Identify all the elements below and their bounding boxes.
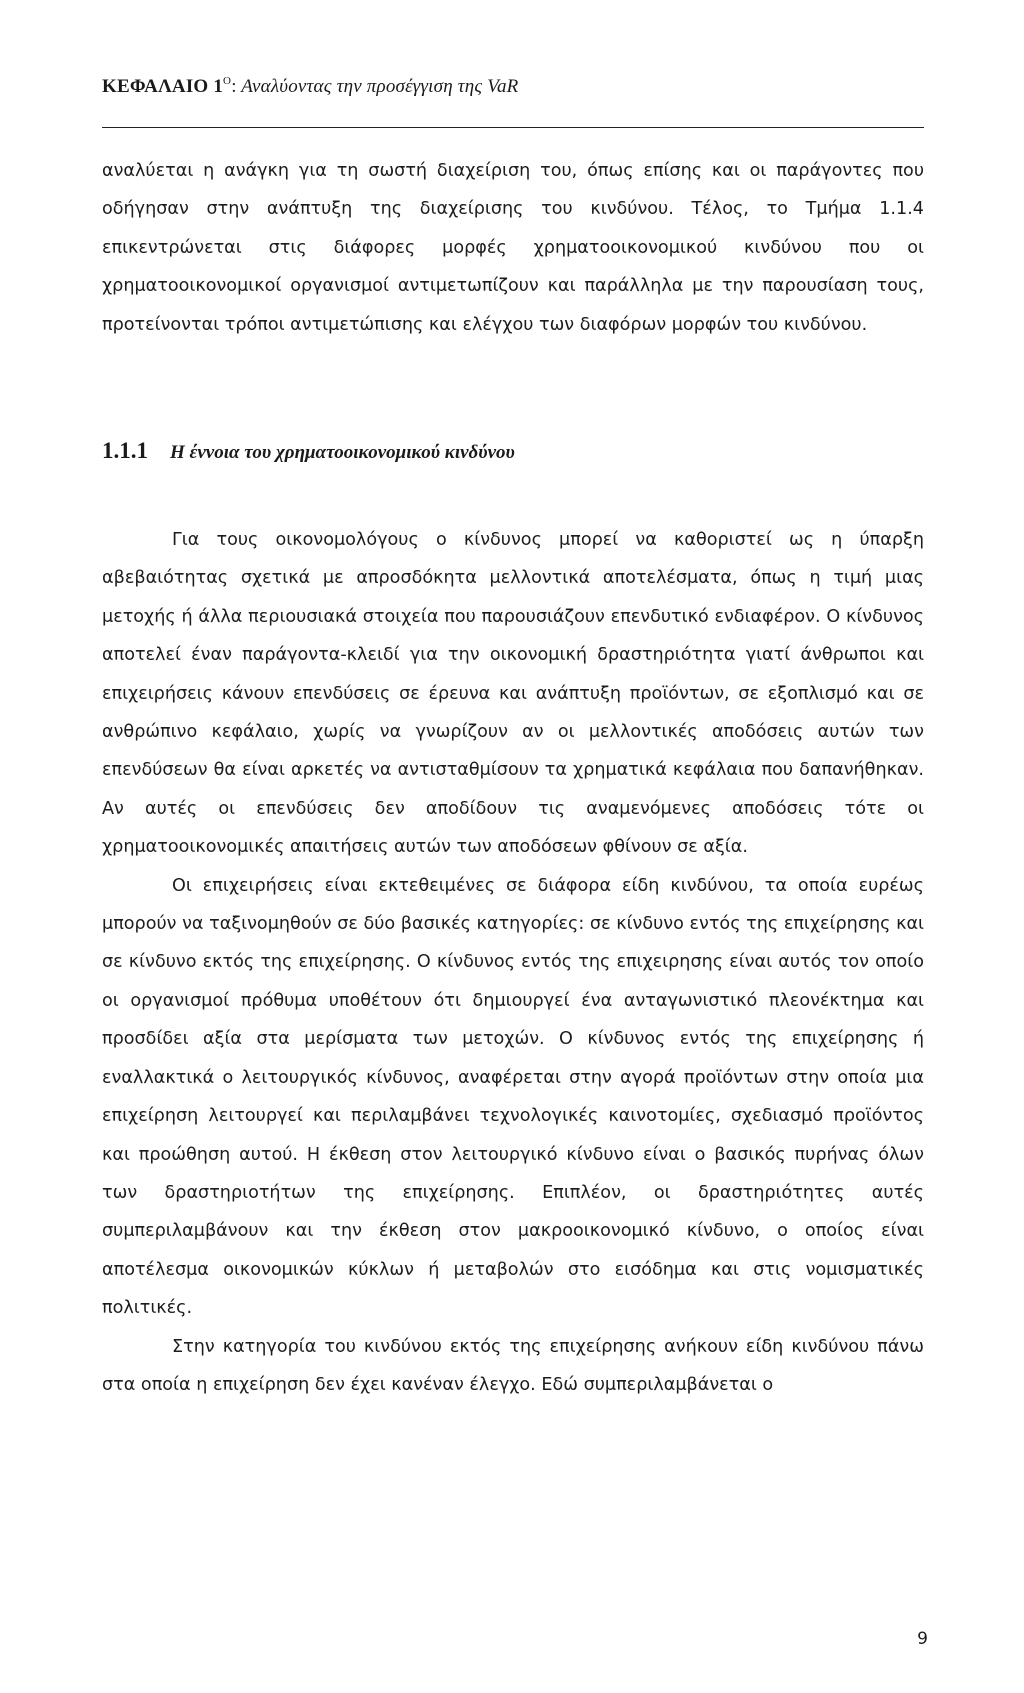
chapter-superscript: Ο — [223, 75, 232, 87]
chapter-colon: : — [231, 76, 237, 97]
chapter-label: ΚΕΦΑΛΑΙΟ 1 — [102, 76, 224, 97]
intro-paragraph: αναλύεται η ανάγκη για τη σωστή διαχείριση του, όπως επίσης και οι παράγοντες που οδήγησαν στην ανάπτυξη της διαχείρισης του κινδύνου. Τέλος, το Τμήμα 1.1.4 επικεντρώνεται στις διάφορες μορφές χρηματοοικονομικού κινδύνου που οι χρηματοοικονομικοί οργανισμοί αντιμετωπίζουν και παράλληλα με την παρουσίαση τους, προτείνονται τρόποι αντιμετώπισης και ελέγχου των διαφόρων μορφών του κινδύνου. — [102, 161, 924, 335]
body-paragraph-3: Στην κατηγορία του κινδύνου εκτός της επιχείρησης ανήκουν είδη κινδύνου πάνω στα οποία η επιχείρηση δεν έχει κανέναν έλεγχο. Εδώ συμπεριλαμβάνεται ο — [102, 1336, 924, 1395]
section-title: Η έννοια του χρηματοοικονομικού κινδύνου — [170, 442, 515, 463]
section-heading — [102, 438, 515, 464]
page-number: 9 — [917, 1629, 928, 1649]
header-divider — [102, 127, 924, 128]
running-header — [102, 75, 518, 98]
intro-text-block — [102, 152, 924, 344]
section-body — [102, 521, 924, 1404]
section-number: 1.1.1 — [102, 438, 148, 463]
body-paragraph-1: Για τους οικονομολόγους ο κίνδυνος μπορεί να καθοριστεί ως η ύπαρξη αβεβαιότητας σχετικά με απροσδόκητα μελλοντικά αποτελέσματα, όπως η τιμή μιας μετοχής ή άλλα περιουσιακά στοιχεία που παρουσιάζουν επενδυτικό ενδιαφέρον. Ο κίνδυνος αποτελεί έναν παράγοντα-κλειδί για την οικονομική δραστηριότητα γιατί άνθρωποι και επιχειρήσεις κάνουν επενδύσεις σε έρευνα και ανάπτυξη προϊόντων, σε εξοπλισμό και σε ανθρώπινο κεφάλαιο, χωρίς να γνωρίζουν αν οι μελλοντικές αποδόσεις αυτών των επενδύσεων θα είναι αρκετές να αντισταθμίσουν τα χρηματικά κεφάλαια που δαπανήθηκαν. Αν αυτές οι επενδύσεις δεν αποδίδουν τις αναμενόμενες αποδόσεις τότε οι χρηματοοικονομικές απαιτήσεις αυτών των αποδόσεων φθίνουν σε αξία. — [102, 530, 924, 858]
chapter-title: Αναλύοντας την προσέγγιση της VaR — [236, 76, 519, 97]
body-paragraph-2: Οι επιχειρήσεις είναι εκτεθειμένες σε διάφορα είδη κινδύνου, τα οποία ευρέως μπορούν να ταξινομηθούν σε δύο βασικές κατηγορίες: σε κίνδυνο εντός της επιχείρησης και σε κίνδυνο εκτός της επιχείρησης. Ο κίνδυνος εντός της επιχειρησης είναι αυτός τον οποίο οι οργανισμοί πρόθυμα υποθέτουν ότι δημιουργεί ένα ανταγωνιστικό πλεονέκτημα και προσδίδει αξία στα μερίσματα των μετοχών. Ο κίνδυνος εντός της επιχείρησης ή εναλλακτικά ο λειτουργικός κίνδυνος, αναφέρεται στην αγορά προϊόντων στην οποία μια επιχείρηση λειτουργεί και περιλαμβάνει τεχνολογικές καινοτομίες, σχεδιασμό προϊόντος και προώθηση αυτού. Η έκθεση στον λειτουργικό κίνδυνο είναι ο βασικός πυρήνας όλων των δραστηριοτήτων της επιχείρησης. Επιπλέον, οι δραστηριότητες αυτές συμπεριλαμβάνουν και την έκθεση στον μακροοικονομικό κίνδυνο, ο οποίος είναι αποτέλεσμα οικονομικών κύκλων ή μεταβολών στο εισόδημα και στις νομισματικές πολιτικές. — [102, 875, 924, 1319]
